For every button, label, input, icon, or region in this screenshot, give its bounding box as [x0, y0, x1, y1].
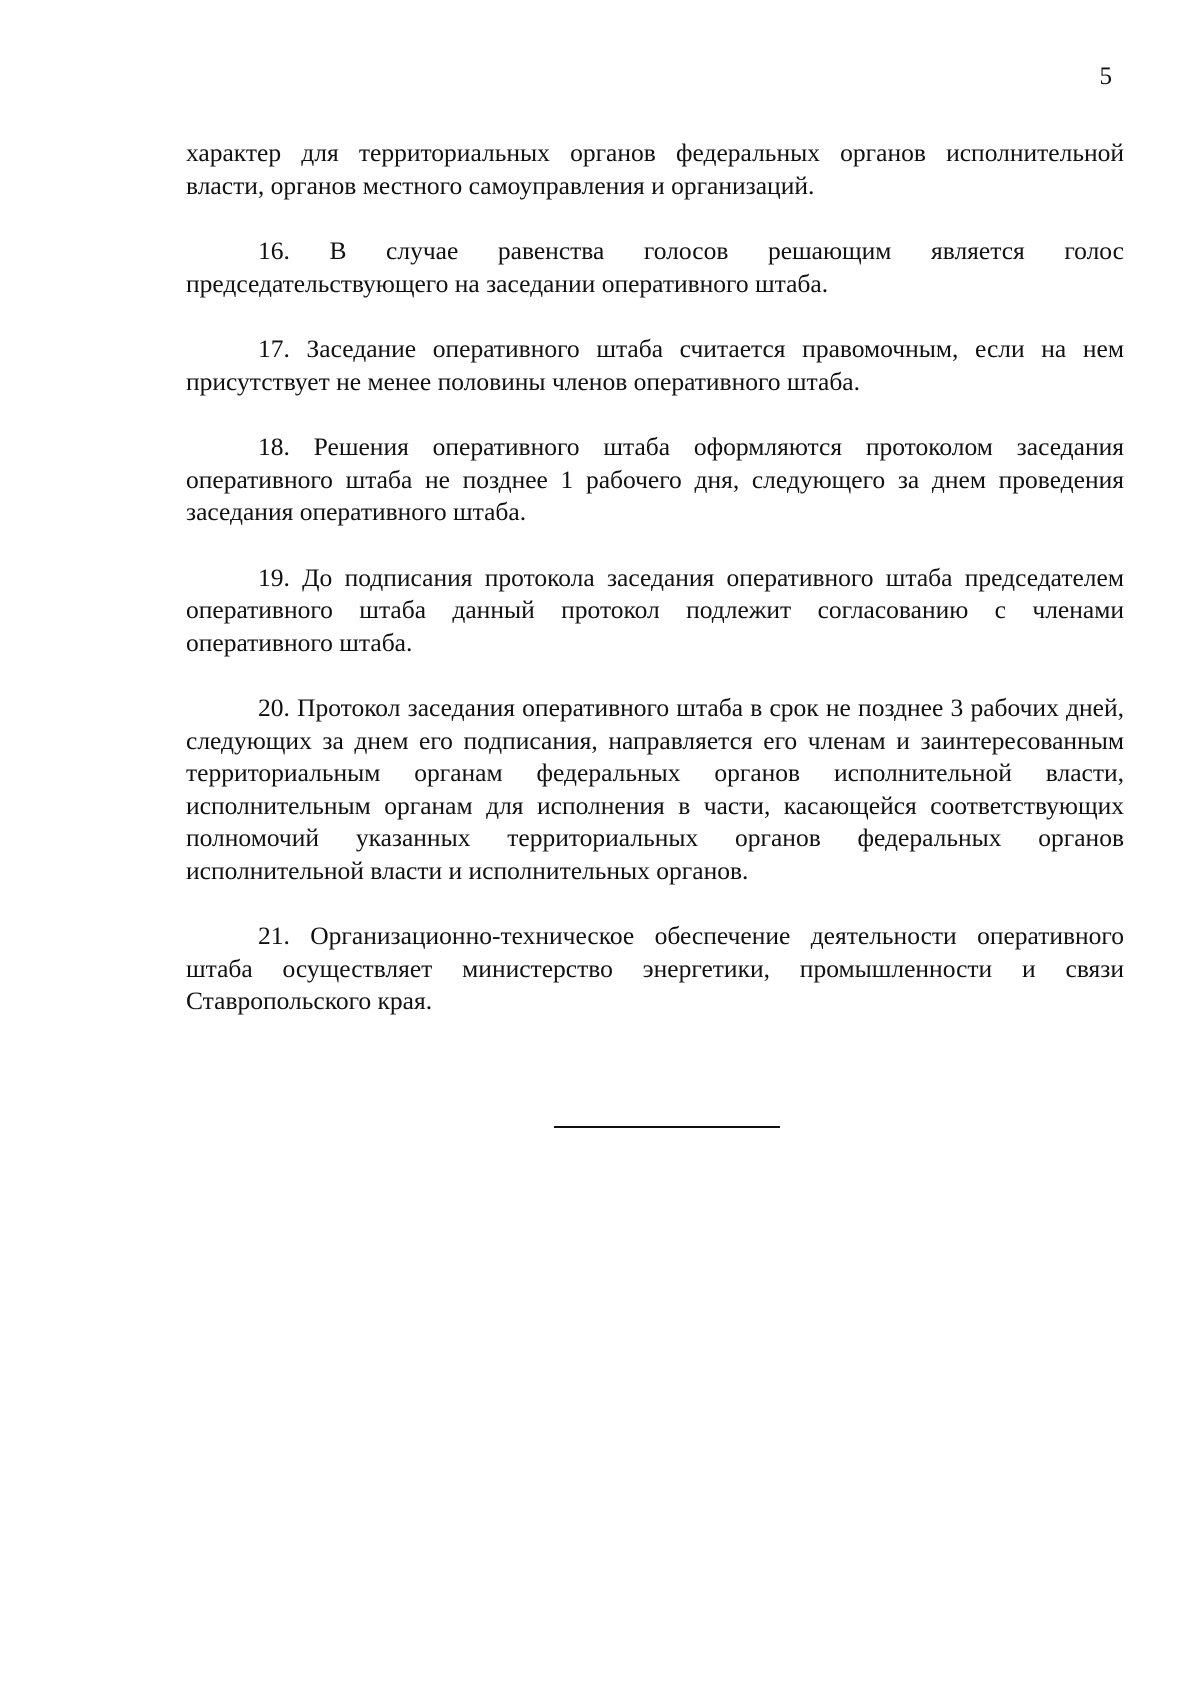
page-number: 5 — [1099, 63, 1112, 90]
paragraph-17: 17. Заседание оперативного штаба считается правомочным, если на нем присутствует не менее половины членов оперативного штаба. — [186, 334, 1124, 396]
paragraph-21: 21. Организационно-техническое обеспечение деятельности оперативного штаба осуществляет министерство энергетики, промышленности и связи Ставропольского края. — [186, 921, 1124, 1015]
paragraph-continued: характер для территориальных органов федеральных органов исполнительной власти, органов местного самоуправления и организаций. — [186, 138, 1124, 200]
paragraph-19: 19. До подписания протокола заседания оперативного штаба председателем оперативного штаба данный протокол подлежит согласованию с членами оперативного штаба. — [186, 562, 1124, 657]
paragraph-20: 20. Протокол заседания оперативного штаба в срок не позднее 3 рабочих дней, следующих за днем его подписания, направляется его членам и заинтересованным территориальным органам федеральных органов исполнительной власти, исполнительным органам для исполнения в части, касающейся соответствующих полномочий указанных территориальных органов федеральных органов исполнительной власти и исполнительных органов. — [186, 693, 1124, 885]
end-of-document-rule — [554, 1126, 780, 1128]
paragraph-16: 16. В случае равенства голосов решающим является голос председательствующего на заседании оперативного штаба. — [186, 236, 1124, 298]
paragraph-18: 18. Решения оперативного штаба оформляются протоколом заседания оперативного штаба не позднее 1 рабочего дня, следующего за днем проведения заседания оперативного штаба. — [186, 432, 1124, 526]
document-body — [186, 137, 1124, 1051]
